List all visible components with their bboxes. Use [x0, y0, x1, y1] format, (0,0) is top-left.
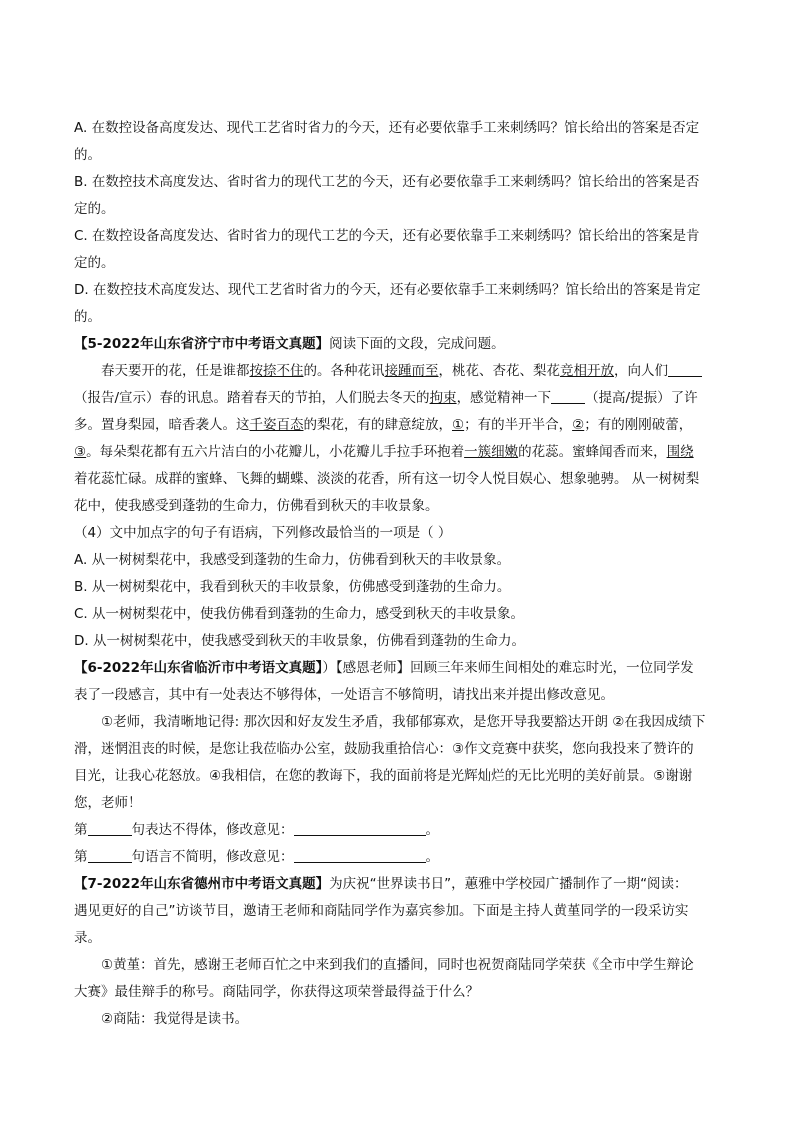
- dialogue-line: ①黄堇：首先，感谢王老师百忙之中来到我们的直播间，同时也祝贺商陆同学荣获《全市中学生辩论: [101, 957, 694, 973]
- passage-text: 。每朵梨花都有五六片洁白的小花瓣儿，小花瓣儿手拉手环抱着: [86, 444, 465, 460]
- passage-text: 春天要开的花，任是谁都: [101, 363, 250, 379]
- answer-line-2: [74, 844, 720, 871]
- marked-word: 千姿百态: [249, 417, 304, 433]
- question-5-instruction: 阅读下面的文段，完成问题。: [329, 336, 505, 352]
- question-5-4: （4）文中加点字的句子有语病，下列修改最恰当的一项是（ ）: [74, 525, 452, 541]
- speech-line: 目光，让我心花怒放。④我相信，在您的教诲下，我的面前将是光辉灿烂的无比光明的美好前景。⑤谢谢: [74, 768, 693, 784]
- question-6-source: 【6-2022年山东省临沂市中考语文真题】: [74, 660, 323, 676]
- passage-line: [74, 385, 720, 412]
- answer-blank[interactable]: [551, 387, 585, 404]
- passage-text: （报告/宣示）春的讯息。踏着春天的节拍，人们脱去冬天的: [74, 390, 430, 406]
- marked-word: 一簇细嫩: [464, 444, 519, 460]
- option-a-line: A. 在数控设备高度发达、现代工艺省时省力的今天，还有必要依靠手工来刺绣吗？馆长给出的答案是否定: [74, 120, 700, 136]
- marked-word: 竞相开放: [560, 363, 614, 379]
- passage-text: ，桃花、杏花、梨花: [438, 363, 560, 379]
- q5-option-c[interactable]: C. 从一树树梨花中，使我仿佛看到蓬勃的生命力，感受到秋天的丰收景象。: [74, 606, 525, 622]
- passage-text: 的花蕊。蜜蜂闻香而来，: [518, 444, 667, 460]
- passage-text: ；有的刚刚破蕾，: [584, 417, 693, 433]
- answer-text: 句表达不得体，修改意见：: [131, 822, 294, 838]
- question-7-instruction-line: 遇见更好的自己”访谈节目，邀请王老师和商陆同学作为嘉宾参加。下面是主持人黄堇同学的一段采访实: [74, 903, 689, 919]
- option-d-line: D. 在数控技术高度发达、现代工艺省时省力的今天，还有必要依靠手工来刺绣吗？馆长给出的答案是肯定: [74, 282, 701, 298]
- passage-line: [74, 439, 720, 466]
- q5-option-d[interactable]: D. 从一树树梨花中，使我感受到秋天的丰收景象，仿佛看到蓬勃的生命力。: [74, 633, 525, 649]
- q5-option-b[interactable]: B. 从一树树梨花中，我看到秋天的丰收景象，仿佛感受到蓬勃的生命力。: [74, 579, 511, 595]
- marked-number: ②: [572, 417, 585, 433]
- question-6-instruction: ）【感恩老师】回顾三年来师生间相处的难忘时光，一位同学发: [322, 660, 694, 676]
- option-b-line: B. 在数控技术高度发达、省时省力的现代工艺的今天，还有必要依靠手工来刺绣吗？馆长给出的答案是否: [74, 174, 700, 190]
- question-6-header: [74, 655, 720, 682]
- dialogue-line: ②商陆：我觉得是读书。: [101, 1011, 249, 1027]
- passage-line: 花中，使我感受到蓬勃的生命力，仿佛看到秋天的丰收景象。: [74, 498, 439, 514]
- speech-line: ①老师，我清晰地记得: 那次因和好友发生矛盾，我郁郁寡欢，是您开导我要豁达开朗 ②在我因成绩下: [101, 714, 706, 730]
- passage-text: 的梨花，有的肆意绽放，: [303, 417, 452, 433]
- question-7-instruction: 为庆祝“世界读书日”，蕙雅中学校园广播制作了一期“阅读：: [329, 876, 688, 892]
- option-b-line: 定的。: [74, 201, 115, 217]
- sentence-number-blank[interactable]: [88, 846, 132, 863]
- marked-word: 围绕: [666, 444, 694, 460]
- passage-line: [74, 412, 720, 439]
- answer-blank[interactable]: [668, 360, 702, 377]
- option-a-line: 的。: [74, 147, 101, 163]
- question-6-instruction-line: 表了一段感言，其中有一处表达不够得体，一处语言不够简明，请找出来并提出修改意见。: [74, 687, 614, 703]
- option-c-line: 定的。: [74, 255, 115, 271]
- question-5-source: 【5-2022年山东省济宁市中考语文真题】: [74, 336, 330, 352]
- sentence-number-blank[interactable]: [88, 819, 132, 836]
- passage-text: ；有的半开半合，: [464, 417, 573, 433]
- revision-blank[interactable]: [294, 819, 426, 836]
- passage-text: ，向人们: [614, 363, 668, 379]
- question-7-header: [74, 871, 720, 898]
- document-page: [74, 115, 720, 1033]
- question-5-header: [74, 331, 720, 358]
- passage-text: 多。置身梨园，暗香袭人。这: [74, 417, 250, 433]
- marked-word: 接踵而至: [384, 363, 439, 379]
- answer-text: 第: [74, 849, 88, 865]
- answer-text: 。: [425, 849, 439, 865]
- question-7-instruction-line: 录。: [74, 930, 101, 946]
- marked-number: ①: [452, 417, 465, 433]
- answer-line-1: [74, 817, 720, 844]
- passage-text: 的。各种花讯: [303, 363, 385, 379]
- marked-word: 拘束: [429, 390, 457, 406]
- dialogue-line: 大赛》最佳辩手的称号。商陆同学，你获得这项荣誉最得益于什么？: [74, 984, 479, 1000]
- answer-text: 句语言不简明，修改意见：: [131, 849, 294, 865]
- speech-line: 您，老师！: [74, 795, 142, 811]
- speech-line: 滑，迷惘沮丧的时候，是您让我莅临办公室，鼓励我重拾信心：③作文竞赛中获奖，您向我投来了赞许的: [74, 741, 694, 757]
- option-d-line: 的。: [74, 309, 101, 325]
- answer-text: 。: [425, 822, 439, 838]
- question-7-source: 【7-2022年山东省德州市中考语文真题】: [74, 876, 330, 892]
- marked-number: ③: [74, 444, 87, 460]
- passage-text: ，感觉精神一下: [456, 390, 552, 406]
- passage-line: 着花蕊忙碌。成群的蜜蜂、飞舞的蝴蝶、淡淡的花香，所有这一切令人悦目娱心、想象驰骋。 从一树树梨: [74, 471, 700, 487]
- passage-line: [74, 358, 720, 385]
- marked-word: 按捺不住: [249, 363, 304, 379]
- passage-text: （提高/提振）了许: [585, 390, 698, 406]
- option-c-line: C. 在数控设备高度发达、省时省力的现代工艺的今天，还有必要依靠手工来刺绣吗？馆长给出的答案是肯: [74, 228, 700, 244]
- answer-text: 第: [74, 822, 88, 838]
- q5-option-a[interactable]: A. 从一树树梨花中，我感受到蓬勃的生命力，仿佛看到秋天的丰收景象。: [74, 552, 511, 568]
- revision-blank[interactable]: [294, 846, 426, 863]
